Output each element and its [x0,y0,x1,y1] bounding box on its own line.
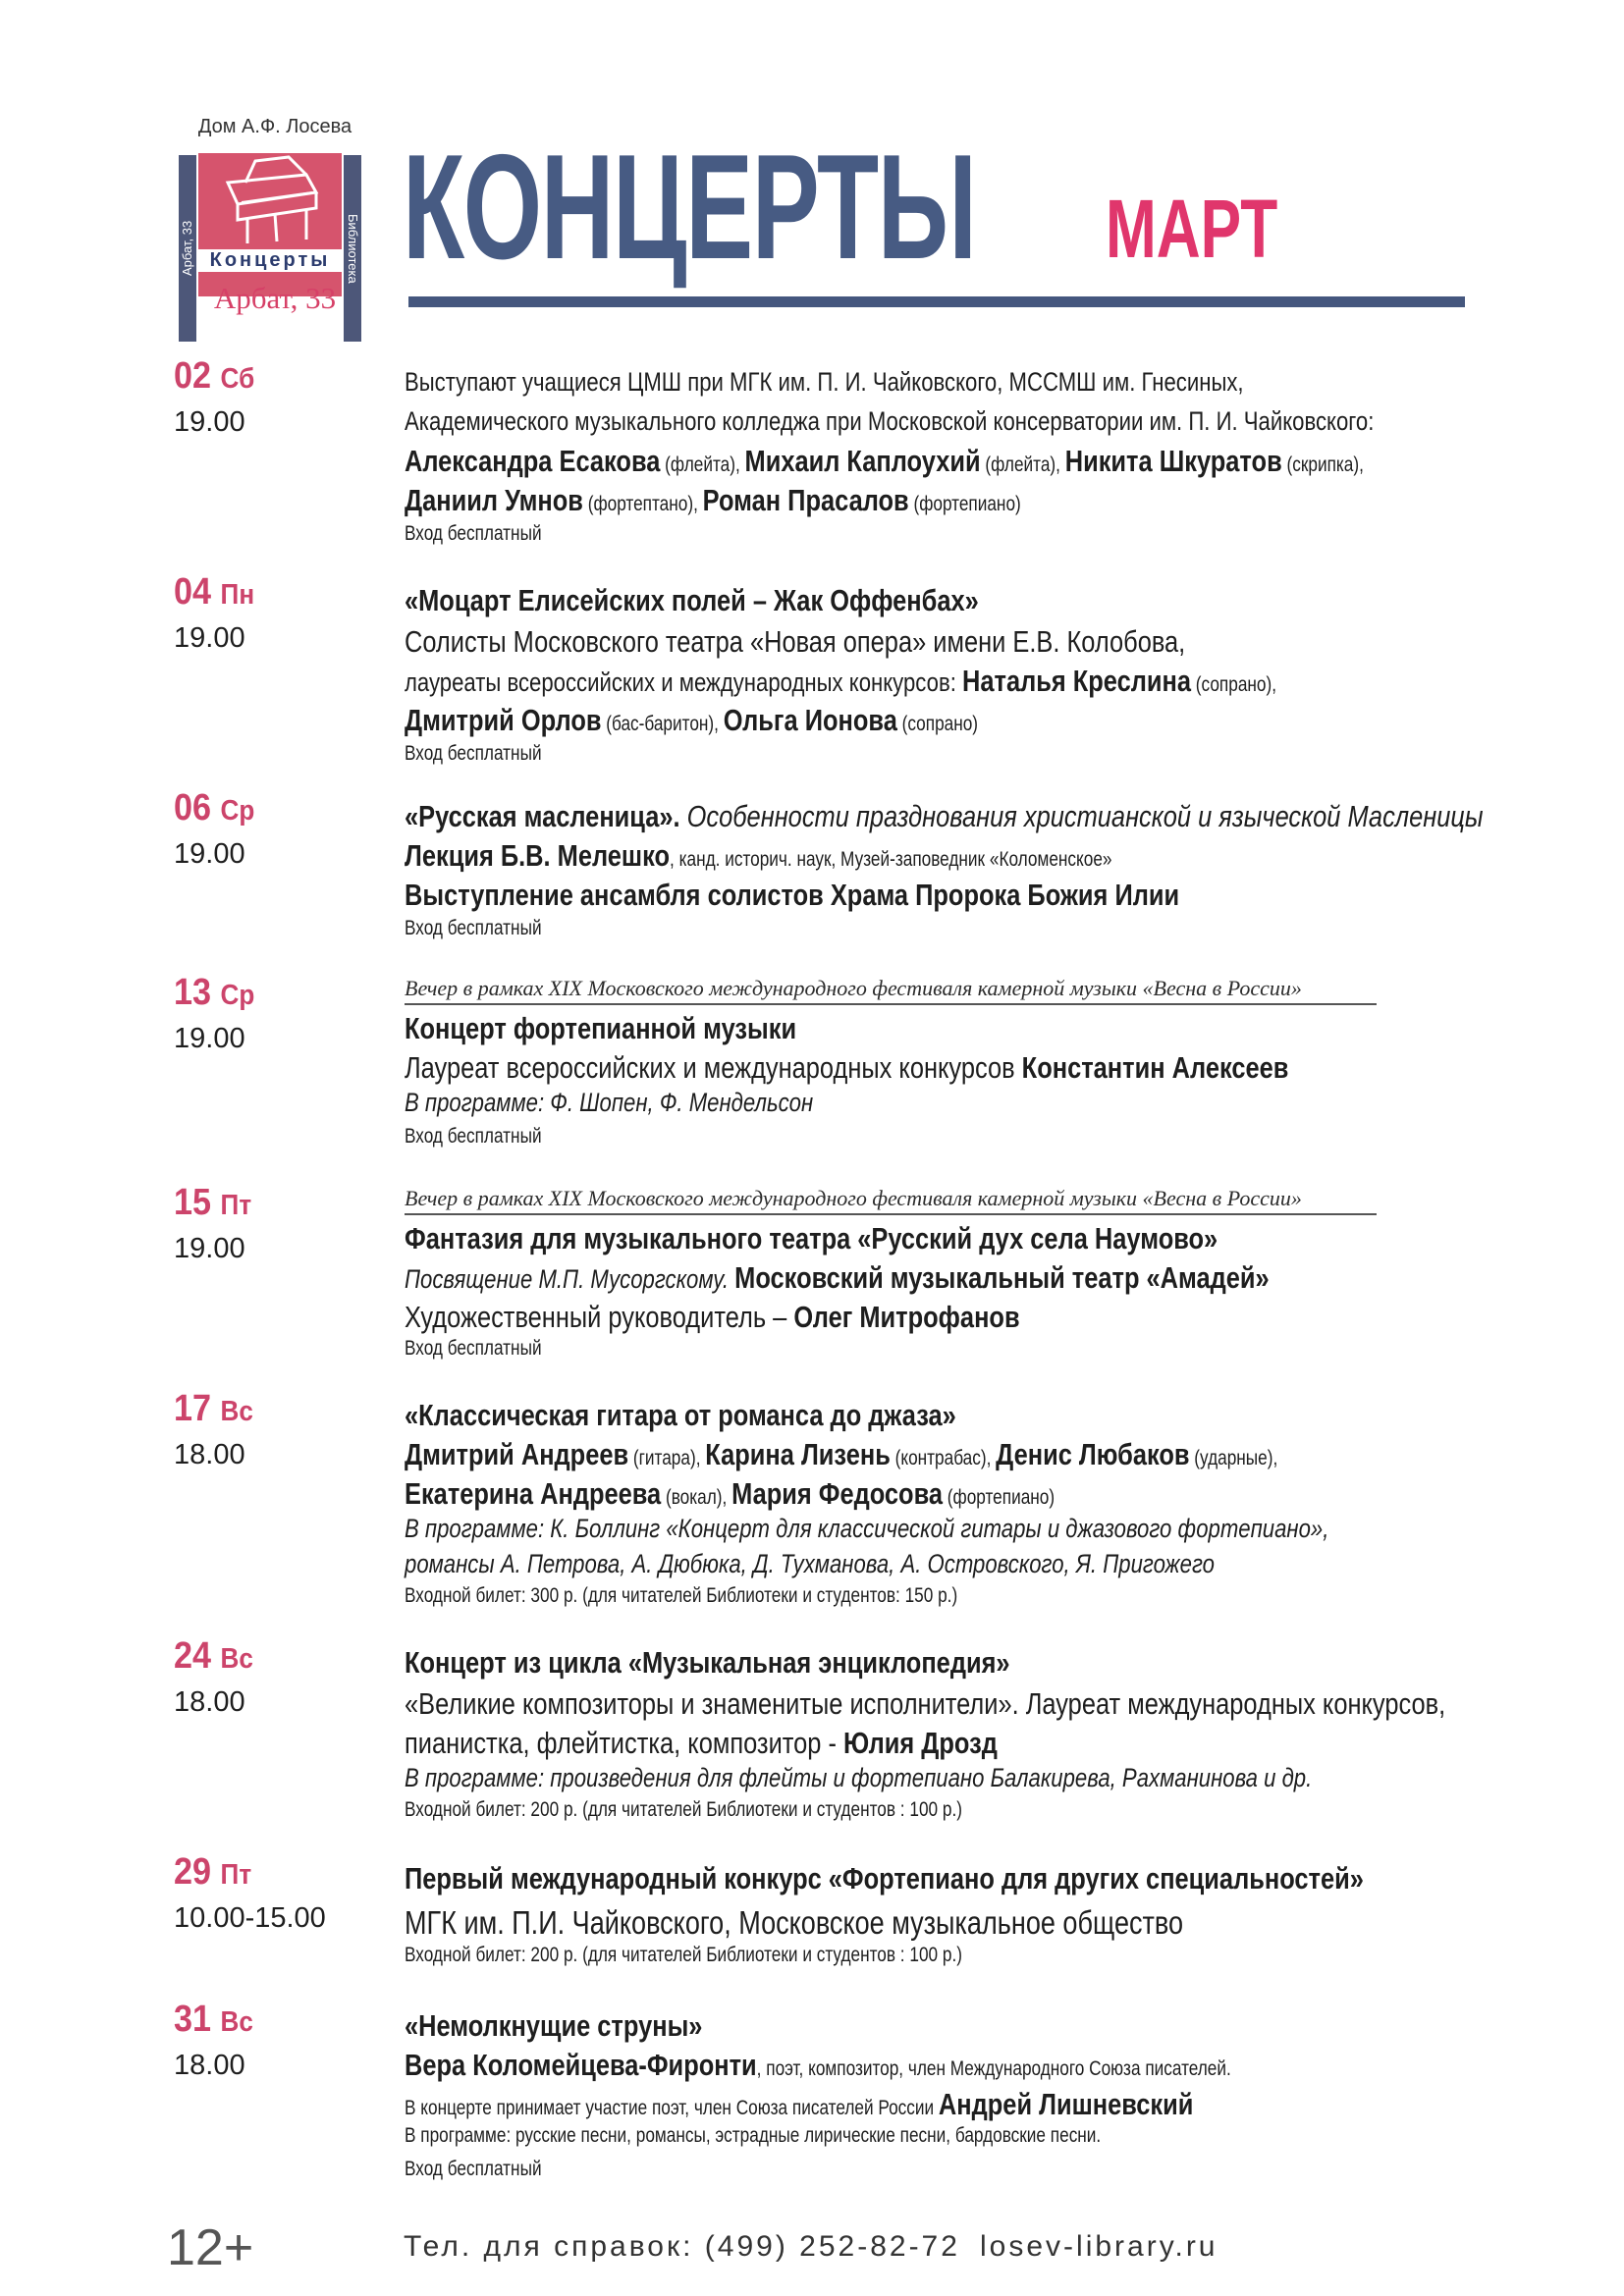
logo-side-right-text: Библиотека [344,155,361,342]
event-body: Вечер в рамках XIX Московского международного фестиваля камерной музыки «Весна в России» Концерт фортепианной музыки Лауреат всероссийских и международных конкурсов Константин Алексеев В программе: Ф. Шопен, Ф. Мендельсон Вход бесплатный [405,976,1445,1148]
event-body: «Русская масленица». Особенности празднования христианской и языческой Масленицы Лекция Б.В. Мелешко, канд. историч. наук, Музей-заповедник «Коломенское» Выступление ансамбля солистов Храма Пророка Божия Илии Вход бесплатный [405,799,1484,939]
page-title: КОНЦЕРТЫ [403,124,976,291]
event-time: 18.00 [174,1686,245,1718]
logo-caption: Концерты [196,249,344,272]
event-body: «Моцарт Елисейских полей – Жак Оффенбах» Солисты Московского театра «Новая опера» имени Е.В. Колобова, лауреаты всероссийских и международных конкурсов: Наталья Креслина (сопрано), Дмитрий Орлов (бас-баритон), Ольга Ионова (сопрано) Вход бесплатный [405,583,1445,766]
event-title: Концерт фортепианной музыки [405,1011,797,1045]
logo-top-text: Дом А.Ф. Лосева [197,116,352,137]
logo [177,116,373,315]
event-entry: Вход бесплатный [405,917,542,939]
header-rule [408,296,1465,307]
event-entry: Вход бесплатный [405,1337,542,1360]
event-time: 19.00 [174,406,245,438]
festival-banner: Вечер в рамках XIX Московского международного фестиваля камерной музыки «Весна в России» [405,976,1377,1005]
event-body: «Немолкнущие струны» Вера Коломейцева-Фиронти, поэт, композитор, член Международного Союза писателей. В концерте принимает участие поэт, член Союза писателей России Андрей Лишневский В программе: русские песни, романсы, эстрадные лирические песни, бардовские песни. Вход бесплатный [405,2008,1445,2181]
event-body: Выступают учащиеся ЦМШ при МГК им. П. И. Чайковского, МССМШ им. Гнесиных, Академического музыкального колледжа при Московской консерватории им. П. И. Чайковского: Александра Есакова (флейта), Михаил Каплоухий (флейта), Никита Шкуратов (скрипка), Даниил Умнов (фортептано), Роман Прасалов (фортепиано) Вход бесплатный [405,367,1445,546]
logo-street: Арбат, 33 [213,281,337,315]
event-entry: Вход бесплатный [405,522,542,545]
event-entry: Входной билет: 200 р. (для читателей Библиотеки и студентов : 100 р.) [405,1798,962,1821]
event-date: 02 Сб [174,355,255,397]
piano-icon [198,153,342,296]
event-entry: Входной билет: 200 р. (для читателей Библиотеки и студентов : 100 р.) [405,1944,962,1966]
event-title: Концерт из цикла «Музыкальная энциклопедия» [405,1645,1010,1680]
event-date: 13 Ср [174,972,255,1013]
event-date: 31 Вс [174,1999,253,2040]
event-body: Концерт из цикла «Музыкальная энциклопедия» «Великие композиторы и знаменитые исполнители». Лауреат международных конкурсов, пианистка, флейтистка, композитор - Юлия Дрозд В программе: произведения для флейты и фортепиано Балакирева, Рахманинова и др. Входной билет: 200 р. (для читателей Библиотеки и студентов : 100 р.) [405,1645,1446,1821]
event-body: «Классическая гитара от романса до джаза» Дмитрий Андреев (гитара), Карина Лизень (контрабас), Денис Любаков (ударные), Екатерина Андреева (вокал), Мария Федосова (фортепиано) В программе: К. Боллинг «Концерт для классической гитары и джазового фортепиано», романсы А. Петрова, А. Дюбюка, Д. Тухманова, А. Островского, Я. Пригожего Входной билет: 300 р. (для читателей Библиотеки и студентов: 150 р.) [405,1398,1445,1608]
event-time: 18.00 [174,2050,245,2081]
page-month: МАРТ [1106,183,1278,275]
event-entry: Входной билет: 300 р. (для читателей Библиотеки и студентов: 150 р.) [405,1584,958,1607]
event-title: «Русская масленица». [405,799,680,833]
event-title: «Моцарт Елисейских полей – Жак Оффенбах» [405,583,979,617]
event-time: 18.00 [174,1439,245,1470]
footer-site-link[interactable]: losev-library.ru [980,2230,1218,2263]
event-date: 15 Пт [174,1182,252,1223]
event-date: 17 Вс [174,1388,253,1429]
event-time: 19.00 [174,838,245,870]
event-date: 24 Вс [174,1635,253,1677]
logo-side-left-text: Арбат, 33 [179,155,196,342]
event-time: 10.00-15.00 [174,1902,326,1934]
event-title: «Классическая гитара от романса до джаза» [405,1398,956,1432]
event-entry: Вход бесплатный [405,2158,542,2180]
event-body: Первый международный конкурс «Фортепиано для других специальностей» МГК им. П.И. Чайковского, Московское музыкальное общество Входной билет: 200 р. (для читателей Библиотеки и студентов : 100 р.) [405,1861,1445,1967]
event-date: 04 Пн [174,571,255,613]
event-time: 19.00 [174,1023,245,1054]
event-title: «Немолкнущие струны» [405,2008,703,2043]
event-entry: Вход бесплатный [405,1125,542,1148]
event-title: Фантазия для музыкального театра «Русский дух села Наумово» [405,1221,1218,1255]
event-body: Вечер в рамках XIX Московского международного фестиваля камерной музыки «Весна в России» Фантазия для музыкального театра «Русский дух села Наумово» Посвящение М.П. Мусоргскому. Московский музыкальный театр «Амадей» Художественный руководитель – Олег Митрофанов Вход бесплатный [405,1186,1445,1361]
event-time: 19.00 [174,1233,245,1264]
age-rating: 12+ [167,2219,254,2276]
festival-banner: Вечер в рамках XIX Московского международного фестиваля камерной музыки «Весна в России» [405,1186,1377,1215]
footer-phone: Тел. для справок: (499) 252-82-72 [404,2230,960,2263]
event-date: 06 Ср [174,787,255,828]
event-title: Первый международный конкурс «Фортепиано для других специальностей» [405,1861,1364,1896]
event-date: 29 Пт [174,1851,252,1893]
event-time: 19.00 [174,622,245,654]
event-entry: Вход бесплатный [405,742,542,765]
